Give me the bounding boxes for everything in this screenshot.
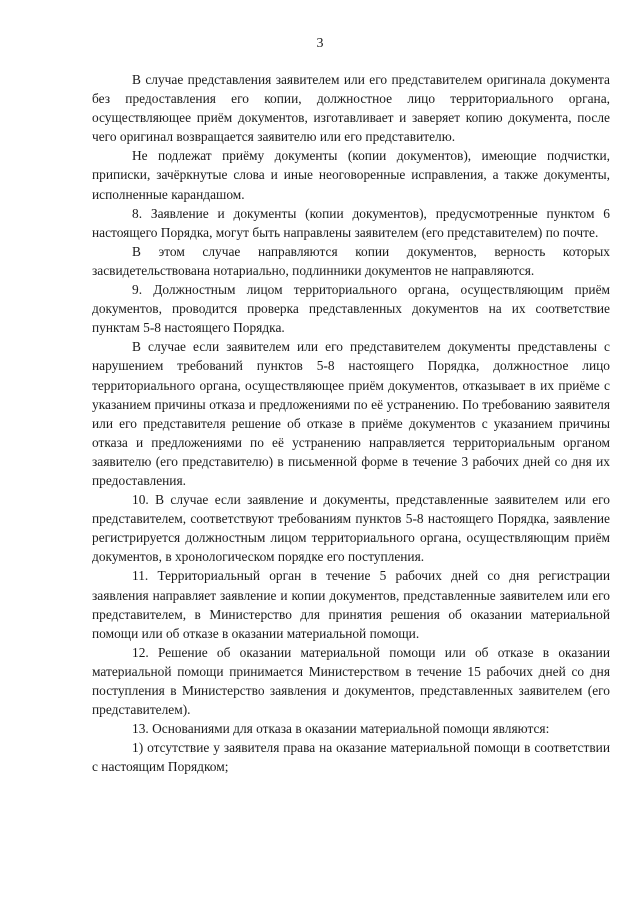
- paragraph-item-13: 13. Основаниями для отказа в оказании материальной помощи являются:: [132, 721, 550, 737]
- document-body: [92, 70, 610, 776]
- paragraph-item-12: 12. Решение об оказании материальной помощи или об отказе в оказании материальной помощи принимается Министерством в течение 15 рабочих дней со дня поступления в Министерство заявления и документов, представленных заявителем (его представителем).: [92, 644, 610, 718]
- page-number: 3: [316, 36, 324, 51]
- paragraph-original-copy: В случае представления заявителем или его представителем оригинала документа без предоставления его копии, должностное лицо территориального органа, осуществляющее приём документов, изготавливает и заверяет копию документа, после чего оригинал возвращается заявителю или его представителю.: [92, 72, 610, 145]
- paragraph-item-13-1: 1) отсутствие у заявителя права на оказание материальной помощи в соответствии с настоящим Порядком;: [92, 740, 610, 775]
- paragraph-refusal: В случае если заявителем или его представителем документы представлены с нарушением требований пунктов 5-8 настоящего Порядка, должностное лицо территориального органа, осуществляющее приём документов, отказывает в их приёме с указанием причины отказа и предложениями по её устранению. По требованию заявителя или его представителя решение об отказе в приёме документов с указанием причины отказа и предложениями по её устранению направляется территориальным органом заявителю (его представителю) в письменной форме в течение 3 рабочих дней со дня их предоставления.: [92, 339, 610, 488]
- paragraph-item-8: 8. Заявление и документы (копии документов), предусмотренные пунктом 6 настоящего Порядка, могут быть направлены заявителем (его представителем) по почте.: [92, 205, 610, 240]
- paragraph-notarized-copies: В этом случае направляются копии документов, верность которых засвидетельствована нотариально, подлинники документов не направляются.: [92, 243, 610, 278]
- paragraph-not-accepted: Не подлежат приёму документы (копии документов), имеющие подчистки, приписки, зачёркнутые слова и иные неоговоренные исправления, а также документы, исполненные карандашом.: [92, 148, 610, 202]
- paragraph-item-9: 9. Должностным лицом территориального органа, осуществляющим приём документов, проводится проверка представленных документов на их соответствие пунктам 5-8 настоящего Порядка.: [92, 282, 610, 336]
- paragraph-item-10: 10. В случае если заявление и документы, представленные заявителем или его представителем, соответствуют требованиям пунктов 5-8 настоящего Порядка, заявление регистрируется должностным лицом территориального органа, осуществляющим приём документов, в хронологическом порядке его поступления.: [92, 492, 610, 565]
- paragraph-item-11: 11. Территориальный орган в течение 5 рабочих дней со дня регистрации заявления направляет заявление и копии документов, представленные заявителем или его представителем, в Министерство для принятия решения об оказании материальной помощи или об отказе в оказании материальной помощи.: [92, 568, 610, 641]
